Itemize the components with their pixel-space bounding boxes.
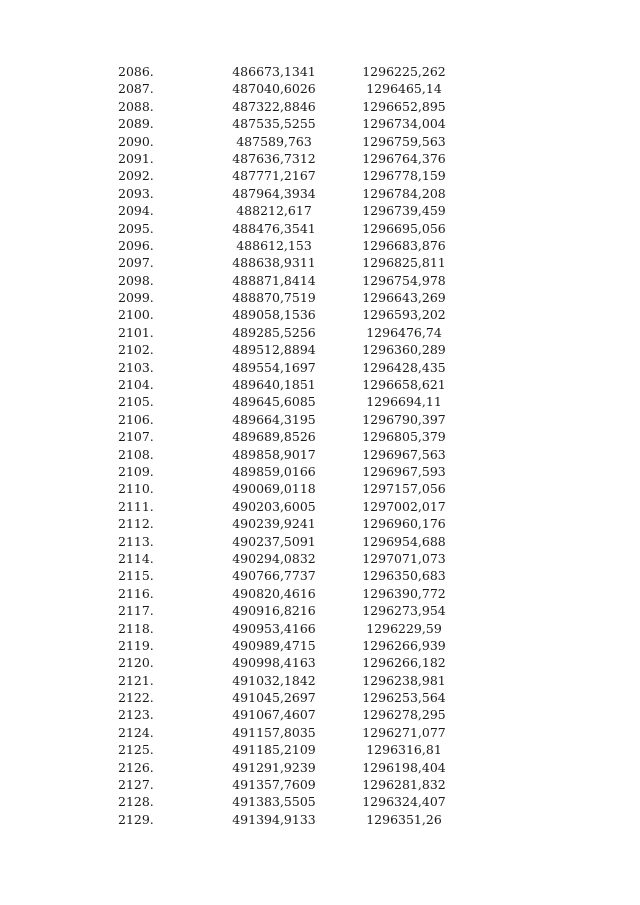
x-coordinate-cell: 491383,5505 [232, 794, 316, 810]
y-coordinate-cell: 1296778,159 [362, 168, 446, 184]
point-number-cell: 2095. [118, 220, 154, 236]
x-coordinate-cell: 491157,8035 [232, 724, 316, 740]
y-coordinate-cell: 1296764,376 [362, 150, 446, 166]
x-coordinate-cell: 491032,1842 [232, 672, 316, 688]
y-coordinate-cell: 1296360,289 [362, 342, 446, 358]
y-coordinate-cell: 1296266,939 [362, 637, 446, 653]
table-row [0, 341, 640, 358]
table-row [0, 393, 640, 410]
point-number-cell: 2088. [118, 98, 154, 114]
x-coordinate-cell: 490069,0118 [232, 481, 316, 497]
x-coordinate-cell: 489058,1536 [232, 307, 316, 323]
y-coordinate-cell: 1296324,407 [362, 794, 446, 810]
point-number-cell: 2113. [118, 533, 154, 549]
table-row [0, 411, 640, 428]
table-row [0, 63, 640, 80]
x-coordinate-cell: 490237,5091 [232, 533, 316, 549]
point-number-cell: 2110. [118, 481, 154, 497]
point-number-cell: 2100. [118, 307, 154, 323]
point-number-cell: 2115. [118, 568, 154, 584]
x-coordinate-cell: 487589,763 [236, 133, 312, 149]
x-coordinate-cell: 490203,6005 [232, 498, 316, 514]
point-number-cell: 2114. [118, 550, 154, 566]
point-number-cell: 2098. [118, 272, 154, 288]
x-coordinate-cell: 490766,7737 [232, 568, 316, 584]
table-row [0, 480, 640, 497]
table-row [0, 706, 640, 723]
point-number-cell: 2124. [118, 724, 154, 740]
y-coordinate-cell: 1296805,379 [362, 429, 446, 445]
point-number-cell: 2128. [118, 794, 154, 810]
table-row [0, 150, 640, 167]
y-coordinate-cell: 1296784,208 [362, 185, 446, 201]
table-row [0, 567, 640, 584]
table-row [0, 376, 640, 393]
point-number-cell: 2118. [118, 620, 154, 636]
y-coordinate-cell: 1296428,435 [362, 359, 446, 375]
table-row [0, 533, 640, 550]
y-coordinate-cell: 1296316,81 [366, 742, 442, 758]
point-number-cell: 2107. [118, 429, 154, 445]
y-coordinate-cell: 1296229,59 [366, 620, 442, 636]
x-coordinate-cell: 487040,6026 [232, 81, 316, 97]
y-coordinate-cell: 1296390,772 [362, 585, 446, 601]
point-number-cell: 2099. [118, 290, 154, 306]
y-coordinate-cell: 1296593,202 [362, 307, 446, 323]
point-number-cell: 2112. [118, 516, 154, 532]
x-coordinate-cell: 489645,6085 [232, 394, 316, 410]
table-row [0, 776, 640, 793]
point-number-cell: 2117. [118, 603, 154, 619]
table-row [0, 550, 640, 567]
point-number-cell: 2096. [118, 237, 154, 253]
y-coordinate-cell: 1296225,262 [362, 64, 446, 79]
x-coordinate-cell: 488212,617 [236, 203, 312, 219]
x-coordinate-cell: 489554,1697 [232, 359, 316, 375]
x-coordinate-cell: 487771,2167 [232, 168, 316, 184]
point-number-cell: 2123. [118, 707, 154, 723]
point-number-cell: 2105. [118, 394, 154, 410]
y-coordinate-cell: 1296652,895 [362, 98, 446, 114]
y-coordinate-cell: 1296350,683 [362, 568, 446, 584]
x-coordinate-cell: 491357,7609 [232, 777, 316, 793]
table-row [0, 133, 640, 150]
x-coordinate-cell: 491394,9133 [232, 811, 316, 827]
point-number-cell: 2094. [118, 203, 154, 219]
table-row [0, 80, 640, 97]
y-coordinate-cell: 1296273,954 [362, 603, 446, 619]
x-coordinate-cell: 487535,5255 [232, 116, 316, 132]
table-row [0, 585, 640, 602]
y-coordinate-cell: 1296465,14 [366, 81, 442, 97]
point-number-cell: 2121. [118, 672, 154, 688]
y-coordinate-cell: 1296960,176 [362, 516, 446, 532]
point-number-cell: 2116. [118, 585, 154, 601]
x-coordinate-cell: 491291,9239 [232, 759, 316, 775]
table-row [0, 115, 640, 132]
table-row [0, 498, 640, 515]
table-row [0, 185, 640, 202]
table-row [0, 811, 640, 828]
x-coordinate-cell: 489664,3195 [232, 411, 316, 427]
x-coordinate-cell: 489512,8894 [232, 342, 316, 358]
point-number-cell: 2126. [118, 759, 154, 775]
x-coordinate-cell: 487322,8846 [232, 98, 316, 114]
x-coordinate-cell: 487964,3934 [232, 185, 316, 201]
x-coordinate-cell: 488638,9311 [232, 255, 316, 271]
coordinate-table [0, 63, 640, 828]
x-coordinate-cell: 490998,4163 [232, 655, 316, 671]
point-number-cell: 2091. [118, 150, 154, 166]
point-number-cell: 2101. [118, 324, 154, 340]
point-number-cell: 2097. [118, 255, 154, 271]
y-coordinate-cell: 1296967,563 [362, 446, 446, 462]
x-coordinate-cell: 491185,2109 [232, 742, 316, 758]
x-coordinate-cell: 490916,8216 [232, 603, 316, 619]
table-row [0, 515, 640, 532]
point-number-cell: 2125. [118, 742, 154, 758]
table-row [0, 237, 640, 254]
y-coordinate-cell: 1296739,459 [362, 203, 446, 219]
table-row [0, 306, 640, 323]
y-coordinate-cell: 1296643,269 [362, 290, 446, 306]
y-coordinate-cell: 1296266,182 [362, 655, 446, 671]
y-coordinate-cell: 1296351,26 [366, 811, 442, 827]
point-number-cell: 2106. [118, 411, 154, 427]
y-coordinate-cell: 1296759,563 [362, 133, 446, 149]
y-coordinate-cell: 1296734,004 [362, 116, 446, 132]
table-row [0, 602, 640, 619]
point-number-cell: 2109. [118, 463, 154, 479]
x-coordinate-cell: 488871,8414 [232, 272, 316, 288]
y-coordinate-cell: 1296198,404 [362, 759, 446, 775]
table-row [0, 672, 640, 689]
table-row [0, 202, 640, 219]
table-row [0, 254, 640, 271]
x-coordinate-cell: 487636,7312 [232, 150, 316, 166]
y-coordinate-cell: 1296281,832 [362, 777, 446, 793]
x-coordinate-cell: 486673,1341 [232, 64, 316, 79]
point-number-cell: 2104. [118, 377, 154, 393]
x-coordinate-cell: 490953,4166 [232, 620, 316, 636]
x-coordinate-cell: 490294,0832 [232, 550, 316, 566]
y-coordinate-cell: 1296967,593 [362, 463, 446, 479]
table-row [0, 759, 640, 776]
y-coordinate-cell: 1296476,74 [366, 324, 442, 340]
x-coordinate-cell: 490820,4616 [232, 585, 316, 601]
point-number-cell: 2087. [118, 81, 154, 97]
x-coordinate-cell: 490989,4715 [232, 637, 316, 653]
y-coordinate-cell: 1296694,11 [366, 394, 442, 410]
table-row [0, 620, 640, 637]
y-coordinate-cell: 1296683,876 [362, 237, 446, 253]
point-number-cell: 2127. [118, 777, 154, 793]
table-row [0, 272, 640, 289]
y-coordinate-cell: 1297157,056 [362, 481, 446, 497]
point-number-cell: 2103. [118, 359, 154, 375]
y-coordinate-cell: 1297002,017 [362, 498, 446, 514]
table-row [0, 167, 640, 184]
table-row [0, 463, 640, 480]
x-coordinate-cell: 490239,9241 [232, 516, 316, 532]
point-number-cell: 2129. [118, 811, 154, 827]
table-row [0, 724, 640, 741]
x-coordinate-cell: 491067,4607 [232, 707, 316, 723]
table-row [0, 793, 640, 810]
y-coordinate-cell: 1297071,073 [362, 550, 446, 566]
x-coordinate-cell: 489858,9017 [232, 446, 316, 462]
x-coordinate-cell: 489640,1851 [232, 377, 316, 393]
x-coordinate-cell: 489285,5256 [232, 324, 316, 340]
y-coordinate-cell: 1296954,688 [362, 533, 446, 549]
y-coordinate-cell: 1296754,978 [362, 272, 446, 288]
y-coordinate-cell: 1296825,811 [362, 255, 446, 271]
x-coordinate-cell: 488476,3541 [232, 220, 316, 236]
point-number-cell: 2122. [118, 690, 154, 706]
x-coordinate-cell: 488612,153 [236, 237, 312, 253]
x-coordinate-cell: 488870,7519 [232, 290, 316, 306]
point-number-cell: 2092. [118, 168, 154, 184]
y-coordinate-cell: 1296278,295 [362, 707, 446, 723]
point-number-cell: 2093. [118, 185, 154, 201]
table-row [0, 289, 640, 306]
y-coordinate-cell: 1296253,564 [362, 690, 446, 706]
table-row [0, 741, 640, 758]
table-row [0, 359, 640, 376]
point-number-cell: 2102. [118, 342, 154, 358]
y-coordinate-cell: 1296238,981 [362, 672, 446, 688]
y-coordinate-cell: 1296271,077 [362, 724, 446, 740]
table-row [0, 654, 640, 671]
point-number-cell: 2120. [118, 655, 154, 671]
table-row [0, 637, 640, 654]
x-coordinate-cell: 491045,2697 [232, 690, 316, 706]
y-coordinate-cell: 1296790,397 [362, 411, 446, 427]
table-row [0, 220, 640, 237]
table-row [0, 689, 640, 706]
x-coordinate-cell: 489689,8526 [232, 429, 316, 445]
y-coordinate-cell: 1296695,056 [362, 220, 446, 236]
y-coordinate-cell: 1296658,621 [362, 377, 446, 393]
point-number-cell: 2090. [118, 133, 154, 149]
table-row [0, 428, 640, 445]
point-number-cell: 2111. [118, 498, 154, 514]
x-coordinate-cell: 489859,0166 [232, 463, 316, 479]
point-number-cell: 2086. [118, 64, 154, 79]
table-row [0, 446, 640, 463]
point-number-cell: 2089. [118, 116, 154, 132]
table-row [0, 98, 640, 115]
point-number-cell: 2119. [118, 637, 154, 653]
point-number-cell: 2108. [118, 446, 154, 462]
table-row [0, 324, 640, 341]
